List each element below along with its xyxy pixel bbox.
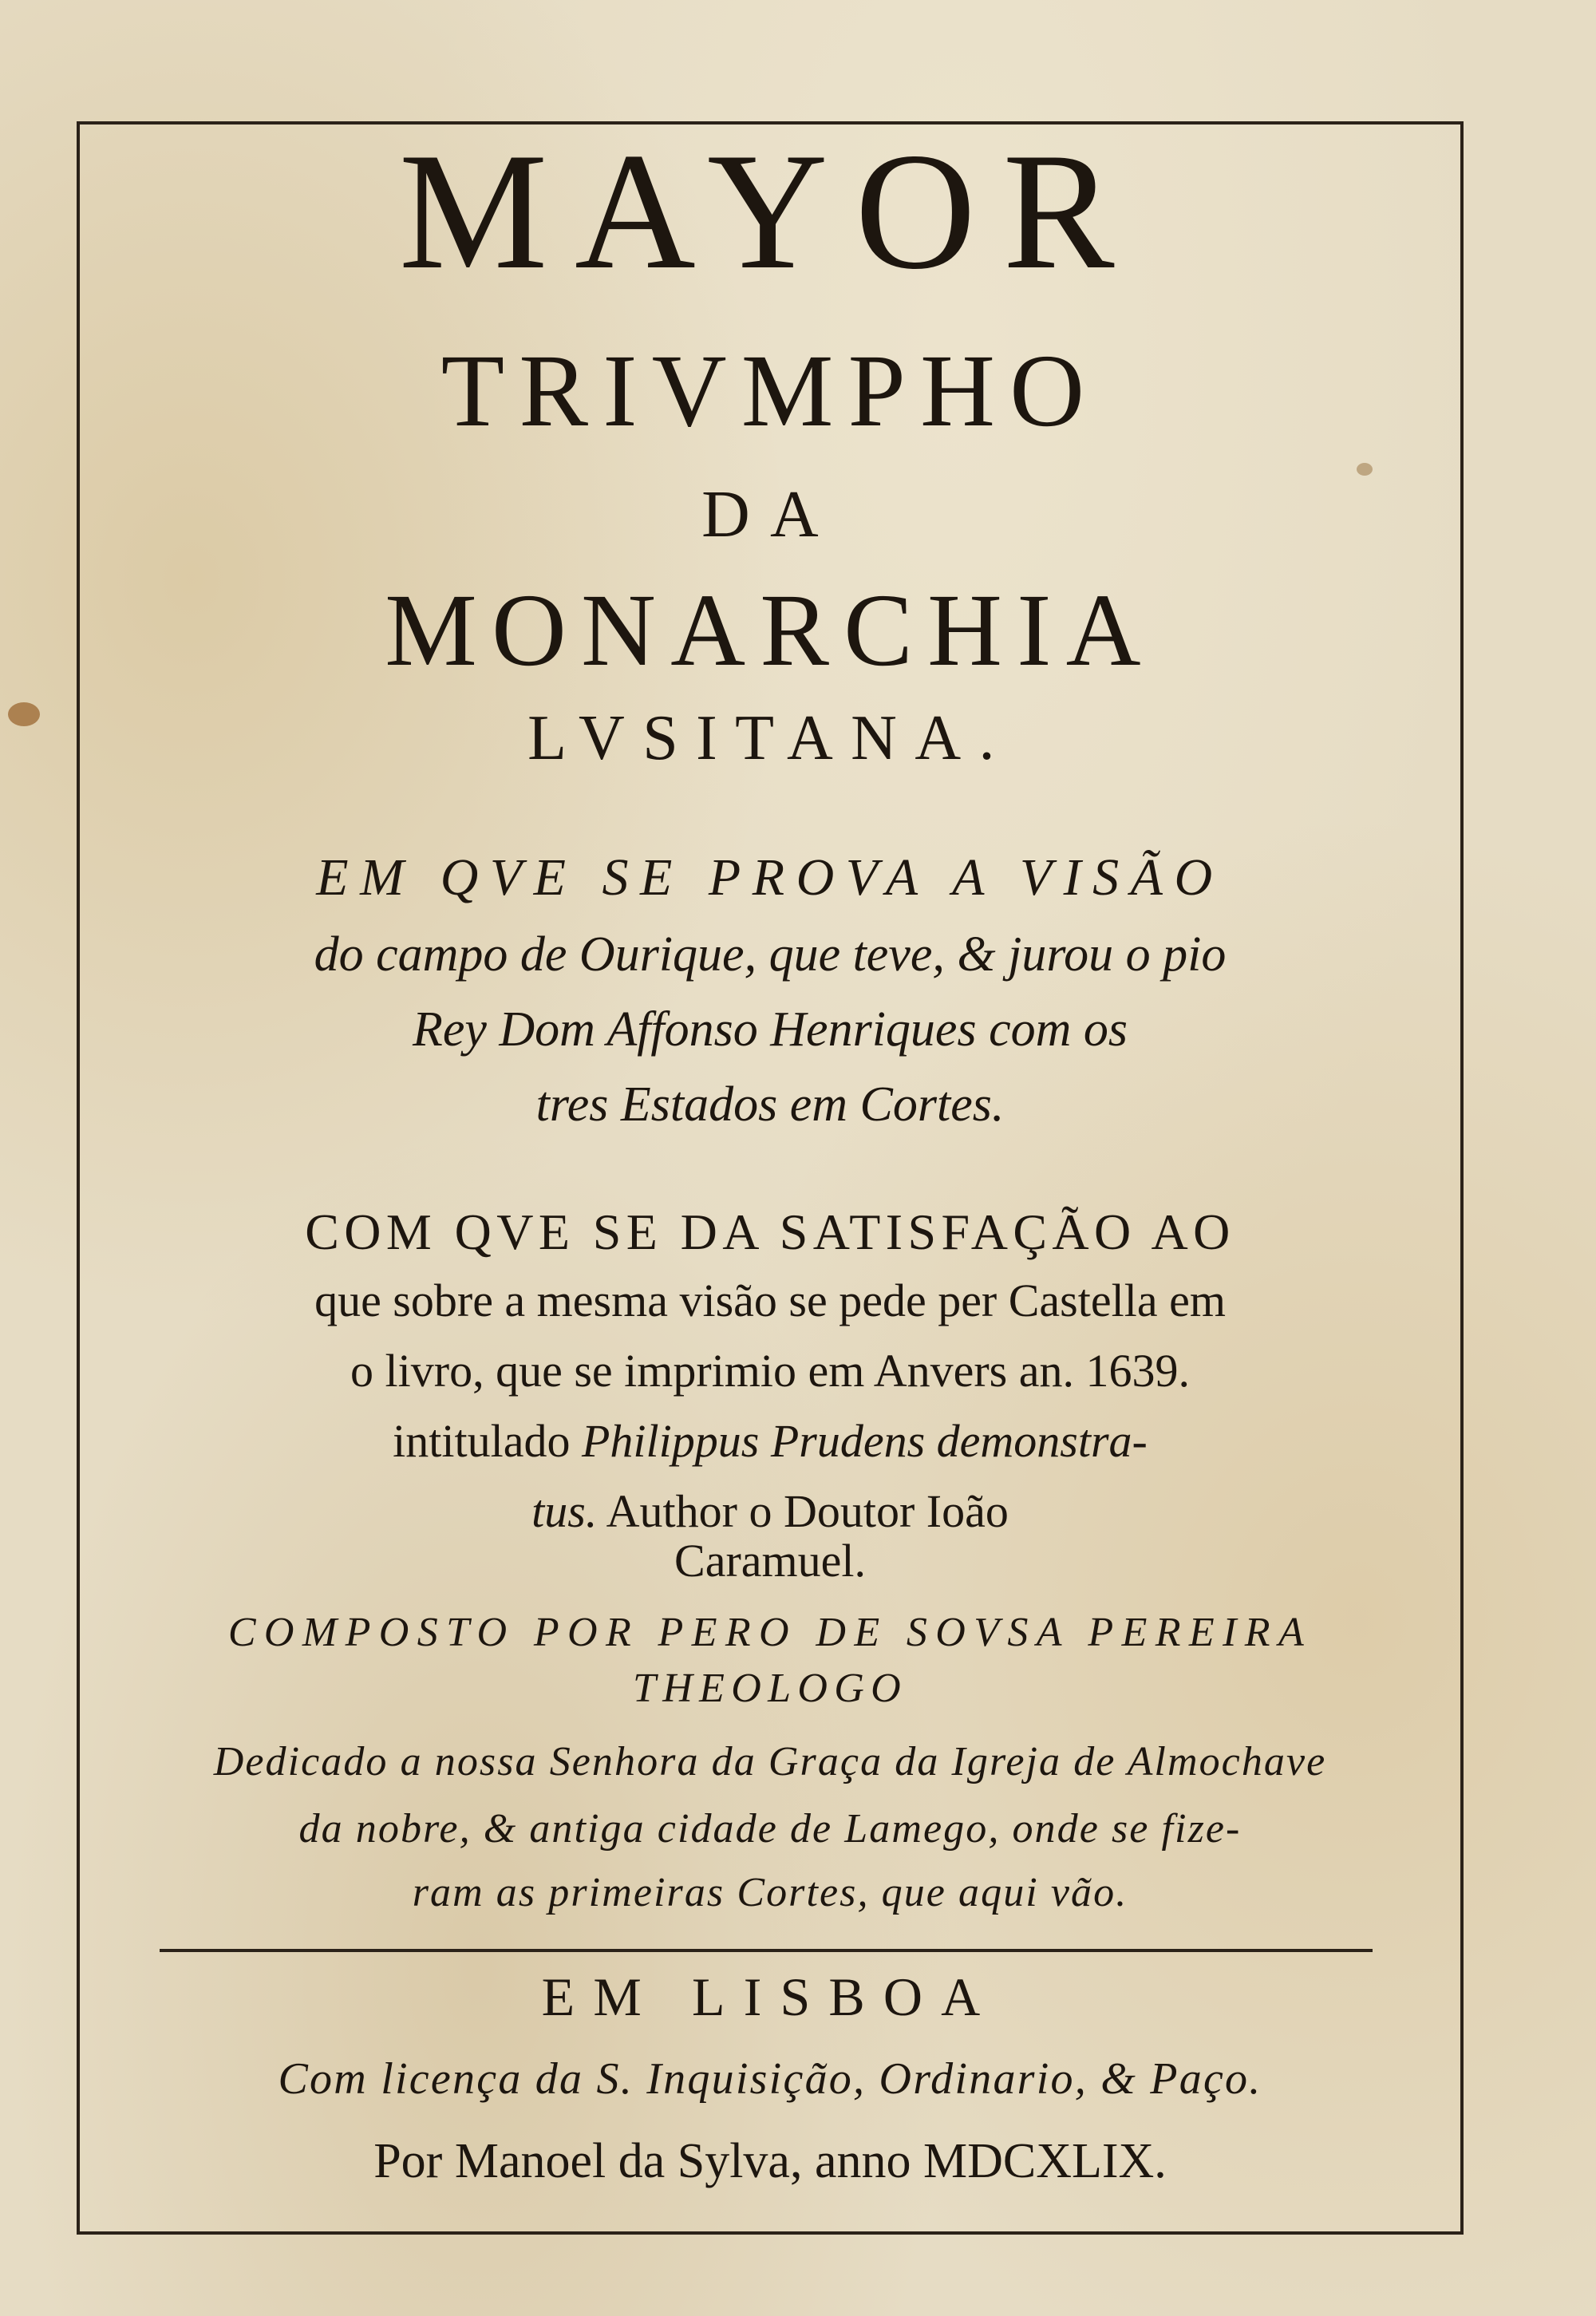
- author-line-1: COMPOSTO POR PERO DE SOVSA PEREIRA: [227, 1610, 1313, 1655]
- subtitle-line-1: do campo de Ourique, que teve, & jurou o pio: [314, 927, 1227, 982]
- author-line-2: THEOLOGO: [633, 1666, 907, 1711]
- paper-stain: [8, 702, 40, 726]
- title-line-1: MAYOR: [398, 119, 1142, 304]
- refutation-line-2: o livro, que se imprimio em Anvers an. 1639.: [350, 1345, 1190, 1397]
- dedication-line-2: da nobre, & antiga cidade de Lamego, onde se fize-: [298, 1806, 1242, 1852]
- title-line-5: LVSITANA.: [527, 703, 1013, 773]
- subtitle-heading: EM QVE SE PROVA A VISÃO: [316, 848, 1224, 907]
- subtitle-line-3: tres Estados em Cortes.: [535, 1077, 1005, 1132]
- refutation-line-3: [77, 1413, 1464, 1470]
- title-line-4: MONARCHIA: [385, 573, 1156, 688]
- refutation-line-3-italic: Philippus Prudens demonstra-: [581, 1415, 1148, 1467]
- title-line-2: TRIVMPHO: [440, 334, 1100, 449]
- subtitle-line-2: Rey Dom Affonso Henriques com os: [412, 1002, 1128, 1057]
- imprint-license: Com licença da S. Inquisição, Ordinario, & Paço.: [278, 2054, 1262, 2104]
- refutation-line-5: Caramuel.: [674, 1535, 866, 1587]
- imprint-rule: [160, 1949, 1373, 1952]
- dedication-line-3: ram as primeiras Cortes, que aqui vão.: [412, 1870, 1128, 1915]
- dedication-line-1: Dedicado a nossa Senhora da Graça da Igreja de Almochave: [213, 1739, 1327, 1784]
- imprint-place: EM LISBOA: [541, 1966, 999, 2027]
- refutation-line-4-italic: tus.: [531, 1485, 598, 1537]
- refutation-heading: COM QVE SE DA SATISFAÇÃO AO: [305, 1203, 1235, 1260]
- title-line-3: DA: [701, 477, 839, 551]
- refutation-line-3-roman: intitulado: [393, 1415, 571, 1467]
- refutation-line-4-roman: Author o Doutor Ioão: [606, 1485, 1009, 1537]
- imprint-printer: Por Manoel da Sylva, anno MDCXLIX.: [373, 2134, 1167, 2188]
- refutation-line-1: que sobre a mesma visão se pede per Castella em: [314, 1275, 1226, 1326]
